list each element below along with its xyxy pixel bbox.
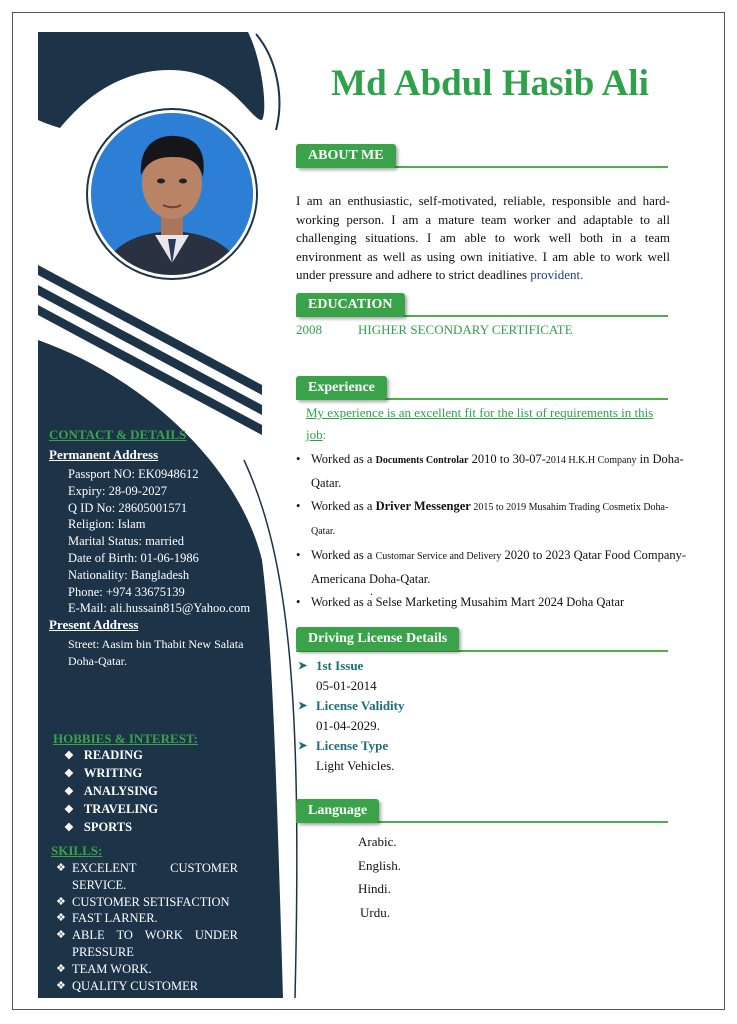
driving-heading: Driving License Details xyxy=(296,627,459,651)
experience-intro-colon: : xyxy=(322,427,327,442)
about-text xyxy=(296,192,670,285)
skill-item: ❖ TEAM WORK. xyxy=(56,961,238,978)
education-title: HIGHER SECONDARY CERTIFICATE xyxy=(358,322,573,337)
contact-heading: CONTACT & DETAILS xyxy=(49,427,187,442)
passport-expiry: Expiry: 28-09-2027 xyxy=(68,483,167,498)
experience-list xyxy=(296,448,688,614)
date-of-birth: Date of Birth: 01-06-1986 xyxy=(68,550,199,565)
marital-status: Marital Status: married xyxy=(68,534,184,549)
education-heading: EDUCATION xyxy=(296,293,405,317)
email-address: E-Mail: ali.hussain815@Yahoo.com xyxy=(68,601,251,616)
hobbies-heading: HOBBIES & INTEREST: xyxy=(53,731,198,746)
about-heading: ABOUT ME xyxy=(296,144,396,168)
about-body: I am an enthusiastic, self-motivated, reliable, responsible and hard-working person. I am a mature team worker and adaptable to all challenging situations. I am able to work well both in a team environment as well as using own initiative. I am able to work well under pressure and adhere to strict deadlines xyxy=(296,193,670,282)
driving-label: ➤ 1st Issue xyxy=(298,656,405,676)
hobby-item: ❖ TRAVELING xyxy=(64,801,158,819)
candidate-name: Md Abdul Hasib Ali xyxy=(331,63,649,104)
driving-value: 05-01-2014 xyxy=(316,678,377,693)
present-address-heading: Present Address xyxy=(49,617,139,632)
hobby-item: ❖ WRITING xyxy=(64,765,158,783)
driving-value: Light Vehicles. xyxy=(316,758,395,773)
hobby-item: ❖ ANALYSING xyxy=(64,783,158,801)
experience-intro-text: My experience is an excellent fit for the list of requirements in this job xyxy=(306,405,654,442)
hobby-item: ❖ READING xyxy=(64,747,158,765)
experience-item: • Worked as a Selse Marketing Musahim Mart 2024 Doha Qatar xyxy=(296,591,688,613)
experience-intro xyxy=(306,402,670,446)
profile-photo xyxy=(88,110,256,278)
hobby-item: ❖ SPORTS xyxy=(64,819,158,837)
hobbies-list xyxy=(64,747,158,837)
experience-heading: Experience xyxy=(296,376,387,400)
skill-item: ❖ FAST LARNER. xyxy=(56,910,238,927)
skill-item: ❖ ABLE TO WORK UNDER PRESSURE xyxy=(56,927,238,961)
skills-heading: SKILLS: xyxy=(51,843,103,858)
skills-list xyxy=(56,860,238,994)
language-item: Hindi. xyxy=(358,881,391,896)
skill-item: ❖ EXCELENT CUSTOMER SERVICE. xyxy=(56,860,238,894)
street-address: Street: Aasim bin Thabit New Salata xyxy=(68,637,244,651)
driving-label: ➤ License Validity xyxy=(298,696,405,716)
language-heading: Language xyxy=(296,799,379,823)
driving-details xyxy=(298,656,405,776)
skill-item: ❖ CUSTOMER SETISFACTION xyxy=(56,894,238,911)
language-item: Arabic. xyxy=(358,834,397,849)
about-tail: provident. xyxy=(527,267,584,282)
experience-item: • Worked as a Documents Controlar 2010 to 30-07-2014 H.K.H Company in Doha-Qatar. xyxy=(296,448,688,494)
passport-number: Passport NO: EK0948612 xyxy=(68,467,199,481)
permanent-address-heading: Permanent Address xyxy=(49,447,159,462)
language-item: Urdu. xyxy=(360,904,390,920)
religion: Religion: Islam xyxy=(68,517,146,532)
driving-value: 01-04-2029. xyxy=(316,718,380,733)
stray-dot: . xyxy=(370,584,373,598)
language-item: English. xyxy=(358,857,401,873)
language-list xyxy=(358,830,401,924)
person-avatar-icon xyxy=(91,113,253,275)
phone-number: Phone: +974 33675139 xyxy=(68,584,185,599)
education-year: 2008 xyxy=(296,322,322,337)
experience-item: • Worked as a Driver Messenger 2015 to 2019 Musahim Trading Cosmetix Doha-Qatar. xyxy=(296,495,688,543)
driving-label: ➤ License Type xyxy=(298,736,405,756)
city-address: Doha-Qatar. xyxy=(68,653,127,668)
nationality: Nationality: Bangladesh xyxy=(68,567,190,582)
contact-details xyxy=(68,466,250,617)
present-address xyxy=(68,636,243,670)
qid-number: Q ID No: 28605001571 xyxy=(68,500,188,515)
experience-item: • Worked as a Customar Service and Delivery 2020 to 2023 Qatar Food Company-Americana Doha-Qatar. xyxy=(296,544,688,590)
skill-item: ❖ QUALITY CUSTOMER xyxy=(56,978,238,995)
